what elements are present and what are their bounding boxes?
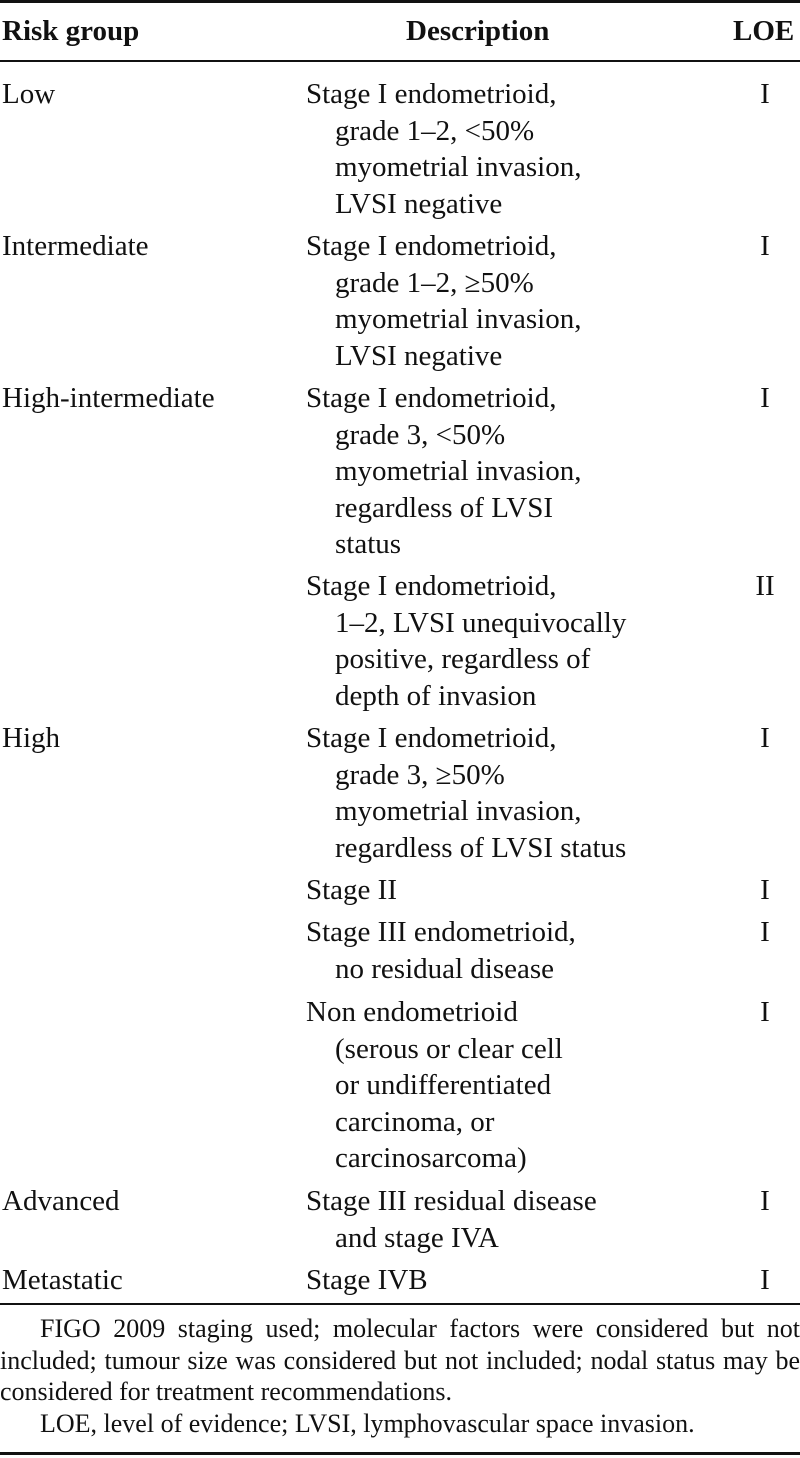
loe-cell: I [760, 1185, 770, 1217]
loe-cell: I [760, 874, 770, 906]
risk-group-cell: Advanced [2, 1185, 120, 1217]
risk-group-cell: Low [2, 78, 56, 110]
header-risk-group: Risk group [2, 15, 140, 47]
footnote-abbreviations: LOE, level of evidence; LVSI, lymphovascular space invasion. [40, 1408, 695, 1438]
risk-group-cell: High-intermediate [2, 382, 215, 414]
loe-cell: II [755, 570, 775, 602]
description-cell: Non endometrioid (serous or clear cell or undifferentiated carcinoma, or carcinosarcoma) [306, 996, 563, 1174]
risk-group-cell: Intermediate [2, 230, 149, 262]
bottom-rule [0, 1452, 800, 1455]
description-cell: Stage I endometrioid, grade 1–2, ≥50% myometrial invasion, LVSI negative [306, 230, 582, 372]
description-cell: Stage I endometrioid, grade 3, ≥50% myometrial invasion, regardless of LVSI status [306, 722, 627, 864]
loe-cell: I [760, 230, 770, 262]
description-cell: Stage III residual disease and stage IVA [306, 1185, 597, 1254]
risk-group-cell: High [2, 722, 60, 754]
loe-cell: I [760, 996, 770, 1028]
footnote-staging: FIGO 2009 staging used; molecular factors were considered but not included; tumour size was considered but not included; nodal status may be considered for treatment recommendations. [0, 1314, 800, 1406]
description-cell: Stage I endometrioid, 1–2, LVSI unequivocally positive, regardless of depth of invasion [306, 570, 627, 712]
description-cell: Stage I endometrioid, grade 1–2, <50% myometrial invasion, LVSI negative [306, 78, 582, 220]
header-rule [0, 60, 800, 62]
table-footnotes [0, 1313, 800, 1439]
description-cell: Stage II [306, 874, 397, 906]
header-description: Description [406, 15, 550, 47]
description-cell: Stage III endometrioid, no residual disease [306, 916, 576, 985]
risk-group-cell: Metastatic [2, 1264, 123, 1296]
description-cell: Stage IVB [306, 1264, 428, 1296]
header-loe: LOE [733, 15, 795, 47]
loe-cell: I [760, 78, 770, 110]
description-cell: Stage I endometrioid, grade 3, <50% myometrial invasion, regardless of LVSI status [306, 382, 582, 560]
top-rule [0, 0, 800, 3]
loe-cell: I [760, 382, 770, 414]
table-bottom-rule [0, 1303, 800, 1305]
loe-cell: I [760, 916, 770, 948]
loe-cell: I [760, 1264, 770, 1296]
loe-cell: I [760, 722, 770, 754]
